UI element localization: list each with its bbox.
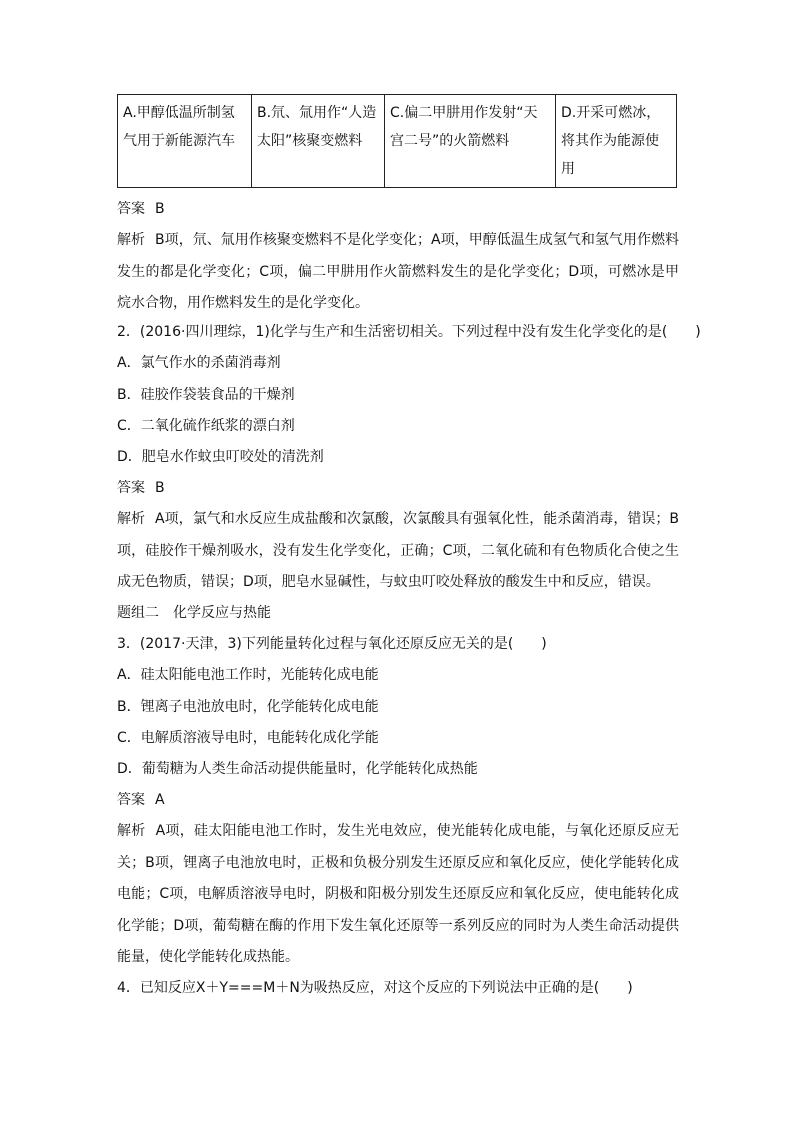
answer-label: 答案 xyxy=(117,480,145,496)
options-table xyxy=(117,94,677,188)
answer-label: 答案 xyxy=(117,201,145,217)
q2-option-d: D．肥皂水作蚊虫叮咬处的清洗剂 xyxy=(117,449,324,465)
q3-option-d: D．葡萄糖为人类生命活动提供能量时，化学能转化成热能 xyxy=(117,761,478,777)
q3-stem: 3．(2017·天津，3)下列能量转化过程与氧化还原反应无关的是( ) xyxy=(117,636,547,652)
q4-stem: 4．已知反应X＋Y===M＋N为吸热反应，对这个反应的下列说法中正确的是( ) xyxy=(117,980,633,996)
q2-answer xyxy=(117,478,165,498)
q2-option-c: C．二氧化硫作纸浆的漂白剂 xyxy=(117,418,295,434)
analysis-label: 解析 xyxy=(117,823,146,839)
q2-stem: 2．(2016·四川理综，1)化学与生产和生活密切相关。下列过程中没有发生化学变化的是( ) xyxy=(117,324,701,340)
analysis-label: 解析 xyxy=(117,232,146,248)
group-title: 题组二 化学反应与热能 xyxy=(117,605,271,621)
q3-option-a: A．硅太阳能电池工作时，光能转化成电能 xyxy=(117,667,379,683)
q1-analysis xyxy=(117,225,679,320)
q3-option-b: B．锂离子电池放电时，化学能转化成电能 xyxy=(117,699,379,715)
q2-option-b: B．硅胶作袋装食品的干燥剂 xyxy=(117,387,295,403)
analysis-label: 解析 xyxy=(117,511,146,527)
analysis-text: A项，硅太阳能电池工作时，发生光电效应，使光能转化成电能，与氧化还原反应无关；B项，锂离子电池放电时，正极和负极分别发生还原反应和氧化反应，使化学能转化成电能；C项，电解质溶液导电时，阴极和阳极分别发生还原反应和氧化反应，使电能转化成化学能；D项，葡萄糖在酶的作用下发生氧化还原等一系列反应的同时为人类生命活动提供能量，使化学能转化成热能。 xyxy=(117,823,680,965)
table-cell-b: B.氘、氚用作“人造太阳”核聚变燃料 xyxy=(252,95,385,188)
analysis-text: B项，氘、氚用作核聚变燃料不是化学变化；A项，甲醇低温生成氢气和氢气用作燃料发生的都是化学变化；C项，偏二甲肼用作火箭燃料发生的是化学变化；D项，可燃冰是甲烷水合物，用作燃料发生的是化学变化。 xyxy=(117,232,679,311)
table-cell-d: D.开采可燃冰，将其作为能源使用 xyxy=(556,95,677,188)
answer-value: B xyxy=(155,480,165,496)
answer-label: 答案 xyxy=(117,792,145,808)
table-row xyxy=(118,95,677,188)
q3-analysis xyxy=(117,816,679,974)
q3-option-c: C．电解质溶液导电时，电能转化成化学能 xyxy=(117,730,379,746)
answer-value: A xyxy=(155,792,165,808)
q2-analysis xyxy=(117,504,679,599)
table-cell-c: C.偏二甲肼用作发射“天宫二号”的火箭燃料 xyxy=(385,95,556,188)
analysis-text: A项，氯气和水反应生成盐酸和次氯酸，次氯酸具有强氧化性，能杀菌消毒，错误；B项，硅胶作干燥剂吸水，没有发生化学变化，正确；C项，二氧化硫和有色物质化合使之生成无色物质，错误；D项，肥皂水显碱性，与蚊虫叮咬处释放的酸发生中和反应，错误。 xyxy=(117,511,679,590)
q2-option-a: A．氯气作水的杀菌消毒剂 xyxy=(117,355,281,371)
q1-answer xyxy=(117,199,165,219)
q3-answer xyxy=(117,790,165,810)
table-cell-a: A.甲醇低温所制氢气用于新能源汽车 xyxy=(118,95,252,188)
answer-value: B xyxy=(155,201,165,217)
